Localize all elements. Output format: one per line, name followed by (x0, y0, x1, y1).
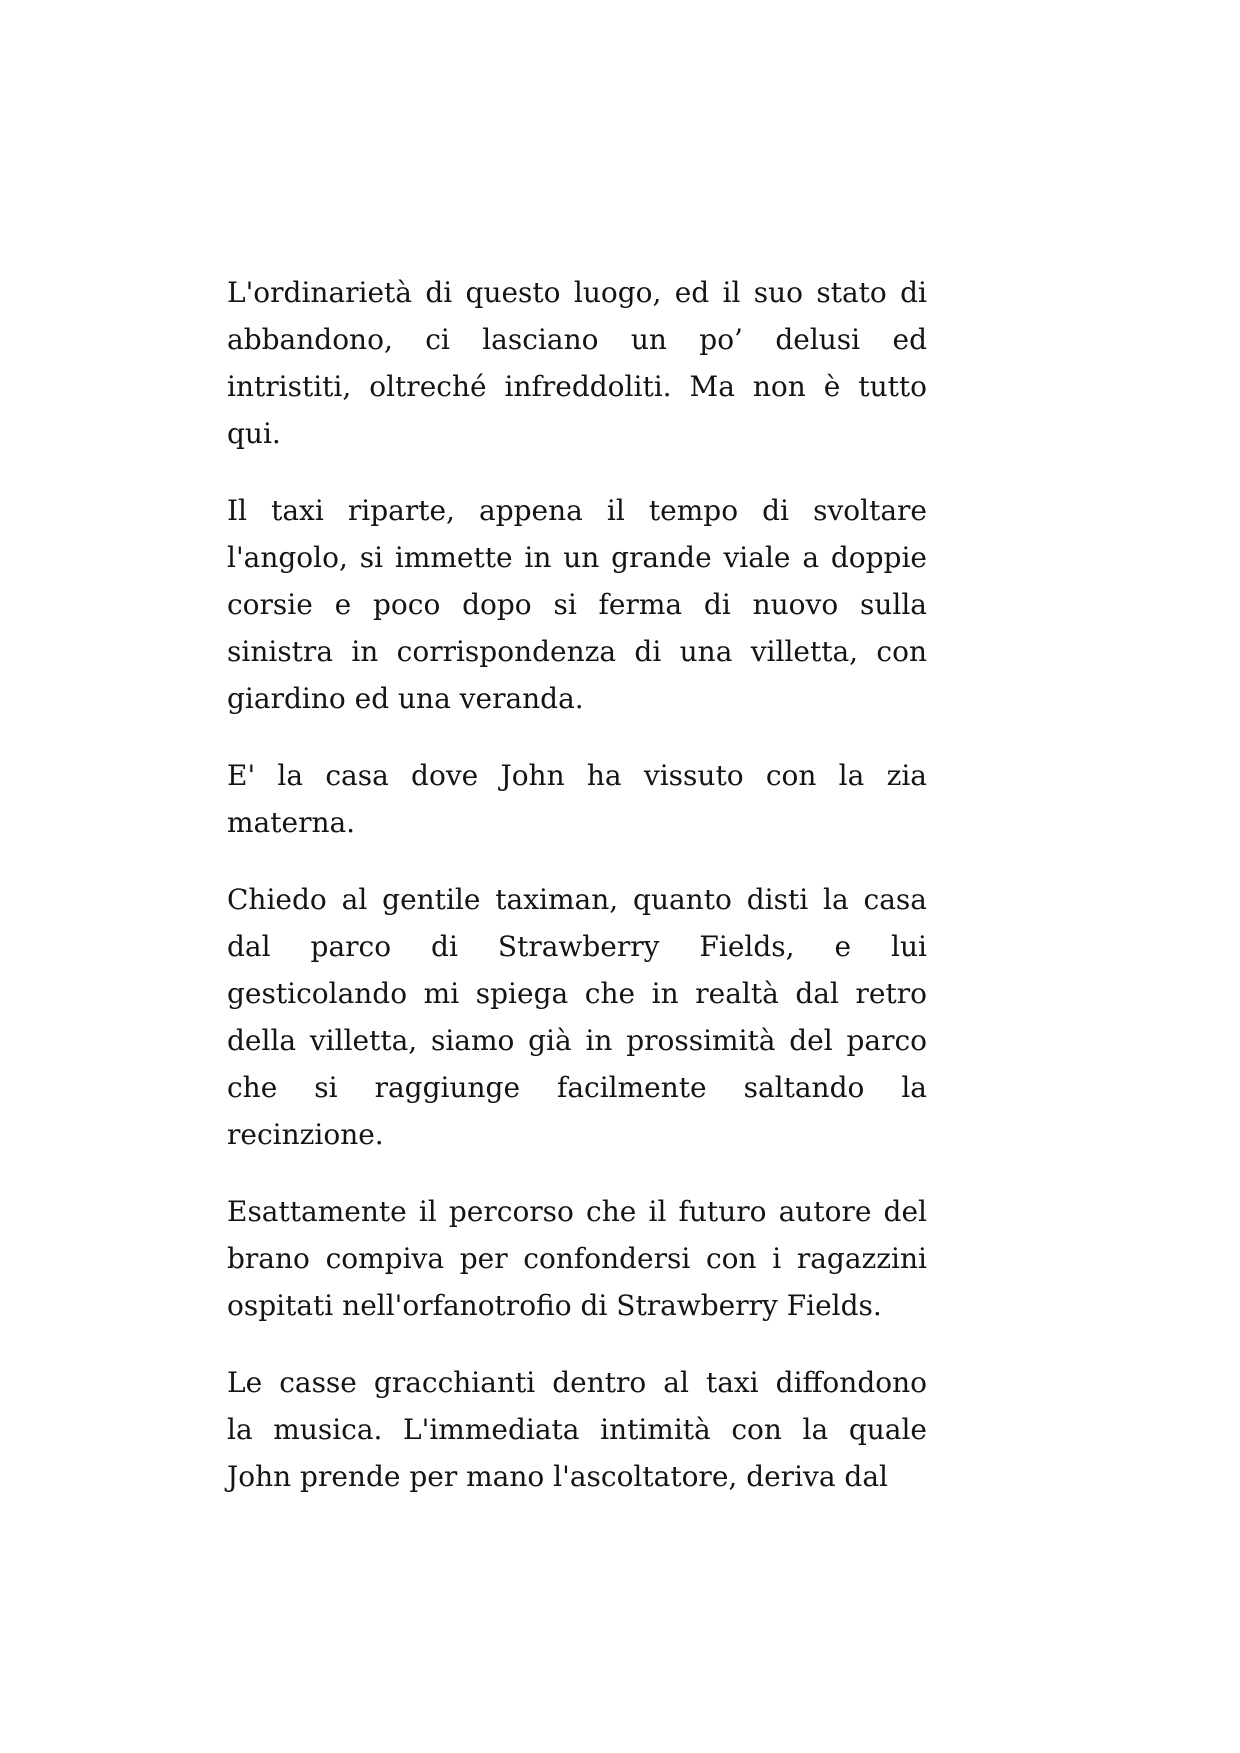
text-line: gesticolando mi spiega che in realtà dal retro (227, 977, 927, 1010)
text-block (227, 269, 927, 1530)
paragraph (227, 487, 927, 722)
text-line: l'angolo, si immette in un grande viale a doppie (227, 541, 927, 574)
paragraph (227, 1188, 927, 1329)
paragraph (227, 752, 927, 846)
text-line: Chiedo al gentile taximan, quanto disti la casa (227, 883, 927, 916)
text-line: Esattamente il percorso che il futuro autore del (227, 1195, 927, 1228)
text-line: John prende per mano l'ascoltatore, deriva dal (227, 1460, 889, 1493)
text-line: Le casse gracchianti dentro al taxi diffondono (227, 1366, 927, 1399)
text-line: brano compiva per confondersi con i ragazzini (227, 1242, 927, 1275)
text-line: ospitati nell'orfanotrofio di Strawberry Fields. (227, 1289, 882, 1322)
paragraph (227, 269, 927, 457)
paragraph (227, 876, 927, 1158)
text-line: della villetta, siamo già in prossimità del parco (227, 1024, 927, 1057)
text-line: corsie e poco dopo si ferma di nuovo sulla (227, 588, 927, 621)
text-line: E' la casa dove John ha vissuto con la zia (227, 759, 927, 792)
text-line: qui. (227, 417, 281, 450)
text-line: intristiti, oltreché infreddoliti. Ma non è tutto (227, 370, 927, 403)
text-line: L'ordinarietà di questo luogo, ed il suo stato di (227, 276, 927, 309)
text-line: giardino ed una veranda. (227, 682, 584, 715)
text-line: la musica. L'immediata intimità con la quale (227, 1413, 927, 1446)
text-line: Il taxi riparte, appena il tempo di svoltare (227, 494, 927, 527)
text-line: materna. (227, 806, 356, 839)
text-line: dal parco di Strawberry Fields, e lui (227, 930, 927, 963)
text-line: sinistra in corrispondenza di una villetta, con (227, 635, 927, 668)
text-line: abbandono, ci lasciano un po’ delusi ed (227, 323, 927, 356)
text-line: recinzione. (227, 1118, 384, 1151)
paragraph (227, 1359, 927, 1500)
text-line: che si raggiunge facilmente saltando la (227, 1071, 927, 1104)
